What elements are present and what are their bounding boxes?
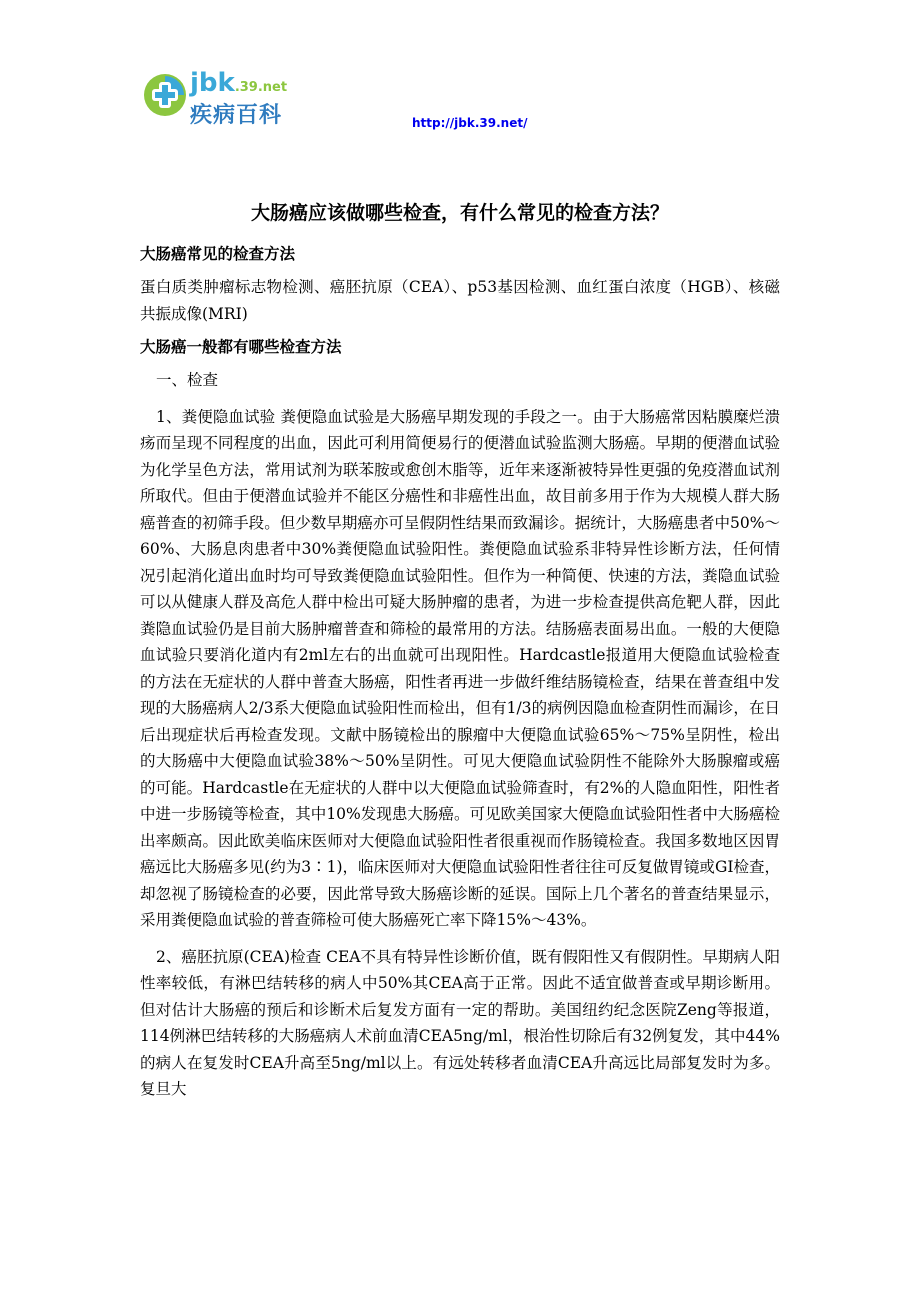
article-body [140, 240, 780, 1103]
section-heading-general-methods: 大肠癌一般都有哪些检查方法 [140, 338, 342, 356]
jbk-logo[interactable] [140, 68, 300, 128]
article-title: 大肠癌应该做哪些检查，有什么常见的检查方法？ [250, 202, 669, 224]
page-header [140, 68, 820, 138]
common-methods-list: 蛋白质类肿瘤标志物检测、癌胚抗原（CEA）、p53基因检测、血红蛋白浓度（HGB）、核磁共振成像(MRI) [140, 278, 780, 323]
medical-cross-logo-icon [142, 72, 188, 118]
logo-chinese-text: 疾病百科 [190, 103, 283, 128]
subheading-examination: 一、检查 [156, 371, 219, 389]
logo-wordmark: jbk.39.net [190, 68, 288, 98]
site-url-link[interactable]: http://jbk.39.net/ [412, 116, 528, 130]
paragraph-fecal-occult-blood: 1、粪便隐血试验 粪便隐血试验是大肠癌早期发现的手段之一。由于大肠癌常因粘膜糜烂溃疡而呈现不同程度的出血，因此可利用简便易行的便潜血试验监测大肠癌。早期的便潜血试验为化学呈色方法，常用试剂为联苯胺或愈创木脂等，近年来逐渐被特异性更强的免疫潜血试剂所取代。但由于便潜血试验并不能区分癌性和非癌性出血，故目前多用于作为大规模人群大肠癌普查的初筛手段。但少数早期癌亦可呈假阴性结果而致漏诊。据统计，大肠癌患者中50%～60%、大肠息肉患者中30%粪便隐血试验阳性。粪便隐血试验系非特异性诊断方法，任何情况引起消化道出血时均可导致粪便隐血试验阳性。但作为一种简便、快速的方法，粪隐血试验可以从健康人群及高危人群中检出可疑大肠肿瘤的患者，为进一步检查提供高危靶人群，因此粪隐血试验仍是目前大肠肿瘤普查和筛检的最常用的方法。结肠癌表面易出血。一般的大便隐血试验只要消化道内有2ml左右的出血就可出现阳性。Hardcastle报道用大便隐血试验检查的方法在无症状的人群中普查大肠癌，阳性者再进一步做纤维结肠镜检查，结果在普查组中发现的大肠癌病人2/3系大便隐血试验阳性而检出，但有1/3的病例因隐血检查阴性而漏诊，在日后出现症状后再检查发现。文献中肠镜检出的腺瘤中大便隐血试验65%～75%呈阴性，检出的大肠癌中大便隐血试验38%～50%呈阴性。可见大便隐血试验阴性不能除外大肠腺瘤或癌的可能。Hardcastle在无症状的人群中以大便隐血试验筛查时，有2%的人隐血阳性，阳性者中进一步肠镜等检查，其中10%发现患大肠癌。可见欧美国家大便隐血试验阳性者中大肠癌检出率颇高。因此欧美临床医师对大便隐血试验阳性者很重视而作肠镜检查。我国多数地区因胃癌远比大肠癌多见(约为3∶1)，临床医师对大便隐血试验阳性者往往可反复做胃镜或GI检查，却忽视了肠镜检查的必要，因此常导致大肠癌诊断的延误。国际上几个著名的普查结果显示，采用粪便隐血试验的普查筛检可使大肠癌死亡率下降15%～43%。 [140, 407, 780, 929]
paragraph-cea: 2、癌胚抗原(CEA)检查 CEA不具有特异性诊断价值，既有假阳性又有假阴性。早期病人阳性率较低，有淋巴结转移的病人中50%其CEA高于正常。因此不适宜做普查或早期诊断用。但对估计大肠癌的预后和诊断术后复发方面有一定的帮助。美国纽约纪念医院Zeng等报道，114例淋巴结转移的大肠癌病人术前血清CEA5ng/ml，根治性切除后有32例复发，其中44%的病人在复发时CEA升高至5ng/ml以上。有远处转移者血清CEA升高远比局部复发时为多。复旦大 [140, 947, 780, 1098]
section-heading-common-methods: 大肠癌常见的检查方法 [140, 245, 296, 263]
